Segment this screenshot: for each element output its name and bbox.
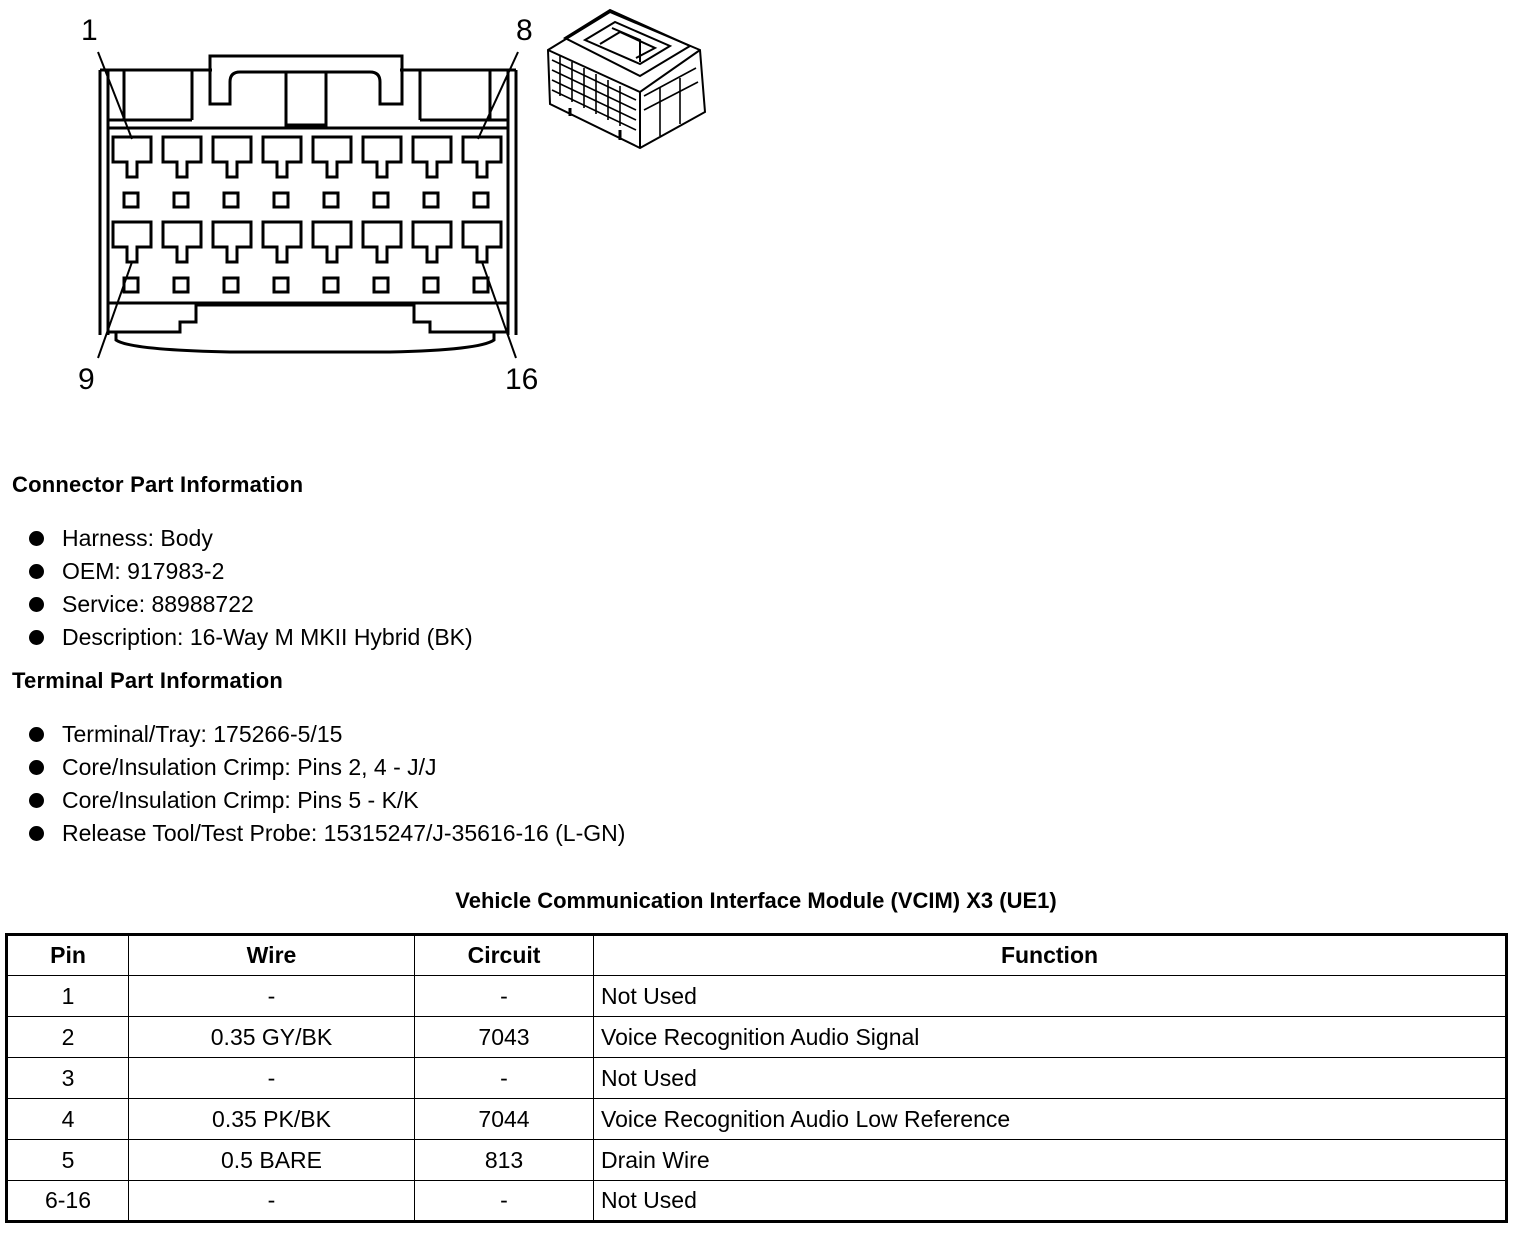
connector-face-diagram bbox=[0, 0, 760, 420]
column-header-pin: Pin bbox=[7, 935, 129, 976]
cell-function: Drain Wire bbox=[594, 1140, 1507, 1181]
connector-part-list bbox=[28, 522, 473, 654]
list-item: OEM: 917983-2 bbox=[28, 555, 473, 588]
cell-pin: 1 bbox=[7, 976, 129, 1017]
column-header-function: Function bbox=[594, 935, 1507, 976]
pin-label-1: 1 bbox=[81, 14, 98, 47]
list-item: Terminal/Tray: 175266-5/15 bbox=[28, 718, 625, 751]
bullet-icon bbox=[29, 531, 44, 546]
bullet-icon bbox=[29, 760, 44, 775]
connector-3d-thumbnail bbox=[548, 10, 705, 148]
cell-wire: - bbox=[129, 976, 415, 1017]
list-item: Service: 88988722 bbox=[28, 588, 473, 621]
bullet-icon bbox=[29, 727, 44, 742]
table-row bbox=[7, 976, 1507, 1017]
cell-function: Not Used bbox=[594, 976, 1507, 1017]
table-title: Vehicle Communication Interface Module (VCIM) X3 (UE1) bbox=[455, 888, 1057, 913]
cell-wire: 0.35 PK/BK bbox=[129, 1099, 415, 1140]
list-item: Harness: Body bbox=[28, 522, 473, 555]
cell-function: Voice Recognition Audio Low Reference bbox=[594, 1099, 1507, 1140]
bullet-icon bbox=[29, 630, 44, 645]
cell-pin: 2 bbox=[7, 1017, 129, 1058]
table-row bbox=[7, 1099, 1507, 1140]
cell-circuit: 7044 bbox=[415, 1099, 594, 1140]
cavity-rows bbox=[113, 137, 501, 292]
cell-wire: - bbox=[129, 1058, 415, 1099]
cell-function: Not Used bbox=[594, 1181, 1507, 1222]
pin-label-9: 9 bbox=[78, 363, 95, 396]
table-row bbox=[7, 1017, 1507, 1058]
cell-circuit: - bbox=[415, 1181, 594, 1222]
table-header-row bbox=[7, 935, 1507, 976]
table-row bbox=[7, 1140, 1507, 1181]
terminal-part-list bbox=[28, 718, 625, 850]
pin-label-16: 16 bbox=[505, 363, 539, 396]
terminal-part-heading: Terminal Part Information bbox=[12, 668, 284, 693]
connector-part-heading: Connector Part Information bbox=[12, 472, 304, 497]
bullet-icon bbox=[29, 826, 44, 841]
column-header-circuit: Circuit bbox=[415, 935, 594, 976]
table-row bbox=[7, 1058, 1507, 1099]
cell-function: Not Used bbox=[594, 1058, 1507, 1099]
column-header-wire: Wire bbox=[129, 935, 415, 976]
leader-lines bbox=[98, 52, 518, 358]
cell-circuit: 7043 bbox=[415, 1017, 594, 1058]
bullet-icon bbox=[29, 793, 44, 808]
cell-wire: - bbox=[129, 1181, 415, 1222]
cell-pin: 6-16 bbox=[7, 1181, 129, 1222]
cell-circuit: 813 bbox=[415, 1140, 594, 1181]
cell-pin: 5 bbox=[7, 1140, 129, 1181]
cell-pin: 3 bbox=[7, 1058, 129, 1099]
cell-pin: 4 bbox=[7, 1099, 129, 1140]
cell-circuit: - bbox=[415, 976, 594, 1017]
list-item: Release Tool/Test Probe: 15315247/J-35616-16 (L-GN) bbox=[28, 817, 625, 850]
list-item: Description: 16-Way M MKII Hybrid (BK) bbox=[28, 621, 473, 654]
cell-wire: 0.5 BARE bbox=[129, 1140, 415, 1181]
pin-label-8: 8 bbox=[516, 14, 533, 47]
bullet-icon bbox=[29, 564, 44, 579]
cell-wire: 0.35 GY/BK bbox=[129, 1017, 415, 1058]
table-row bbox=[7, 1181, 1507, 1222]
bullet-icon bbox=[29, 597, 44, 612]
cell-circuit: - bbox=[415, 1058, 594, 1099]
cell-function: Voice Recognition Audio Signal bbox=[594, 1017, 1507, 1058]
list-item: Core/Insulation Crimp: Pins 2, 4 - J/J bbox=[28, 751, 625, 784]
pinout-table bbox=[5, 933, 1508, 1223]
list-item: Core/Insulation Crimp: Pins 5 - K/K bbox=[28, 784, 625, 817]
